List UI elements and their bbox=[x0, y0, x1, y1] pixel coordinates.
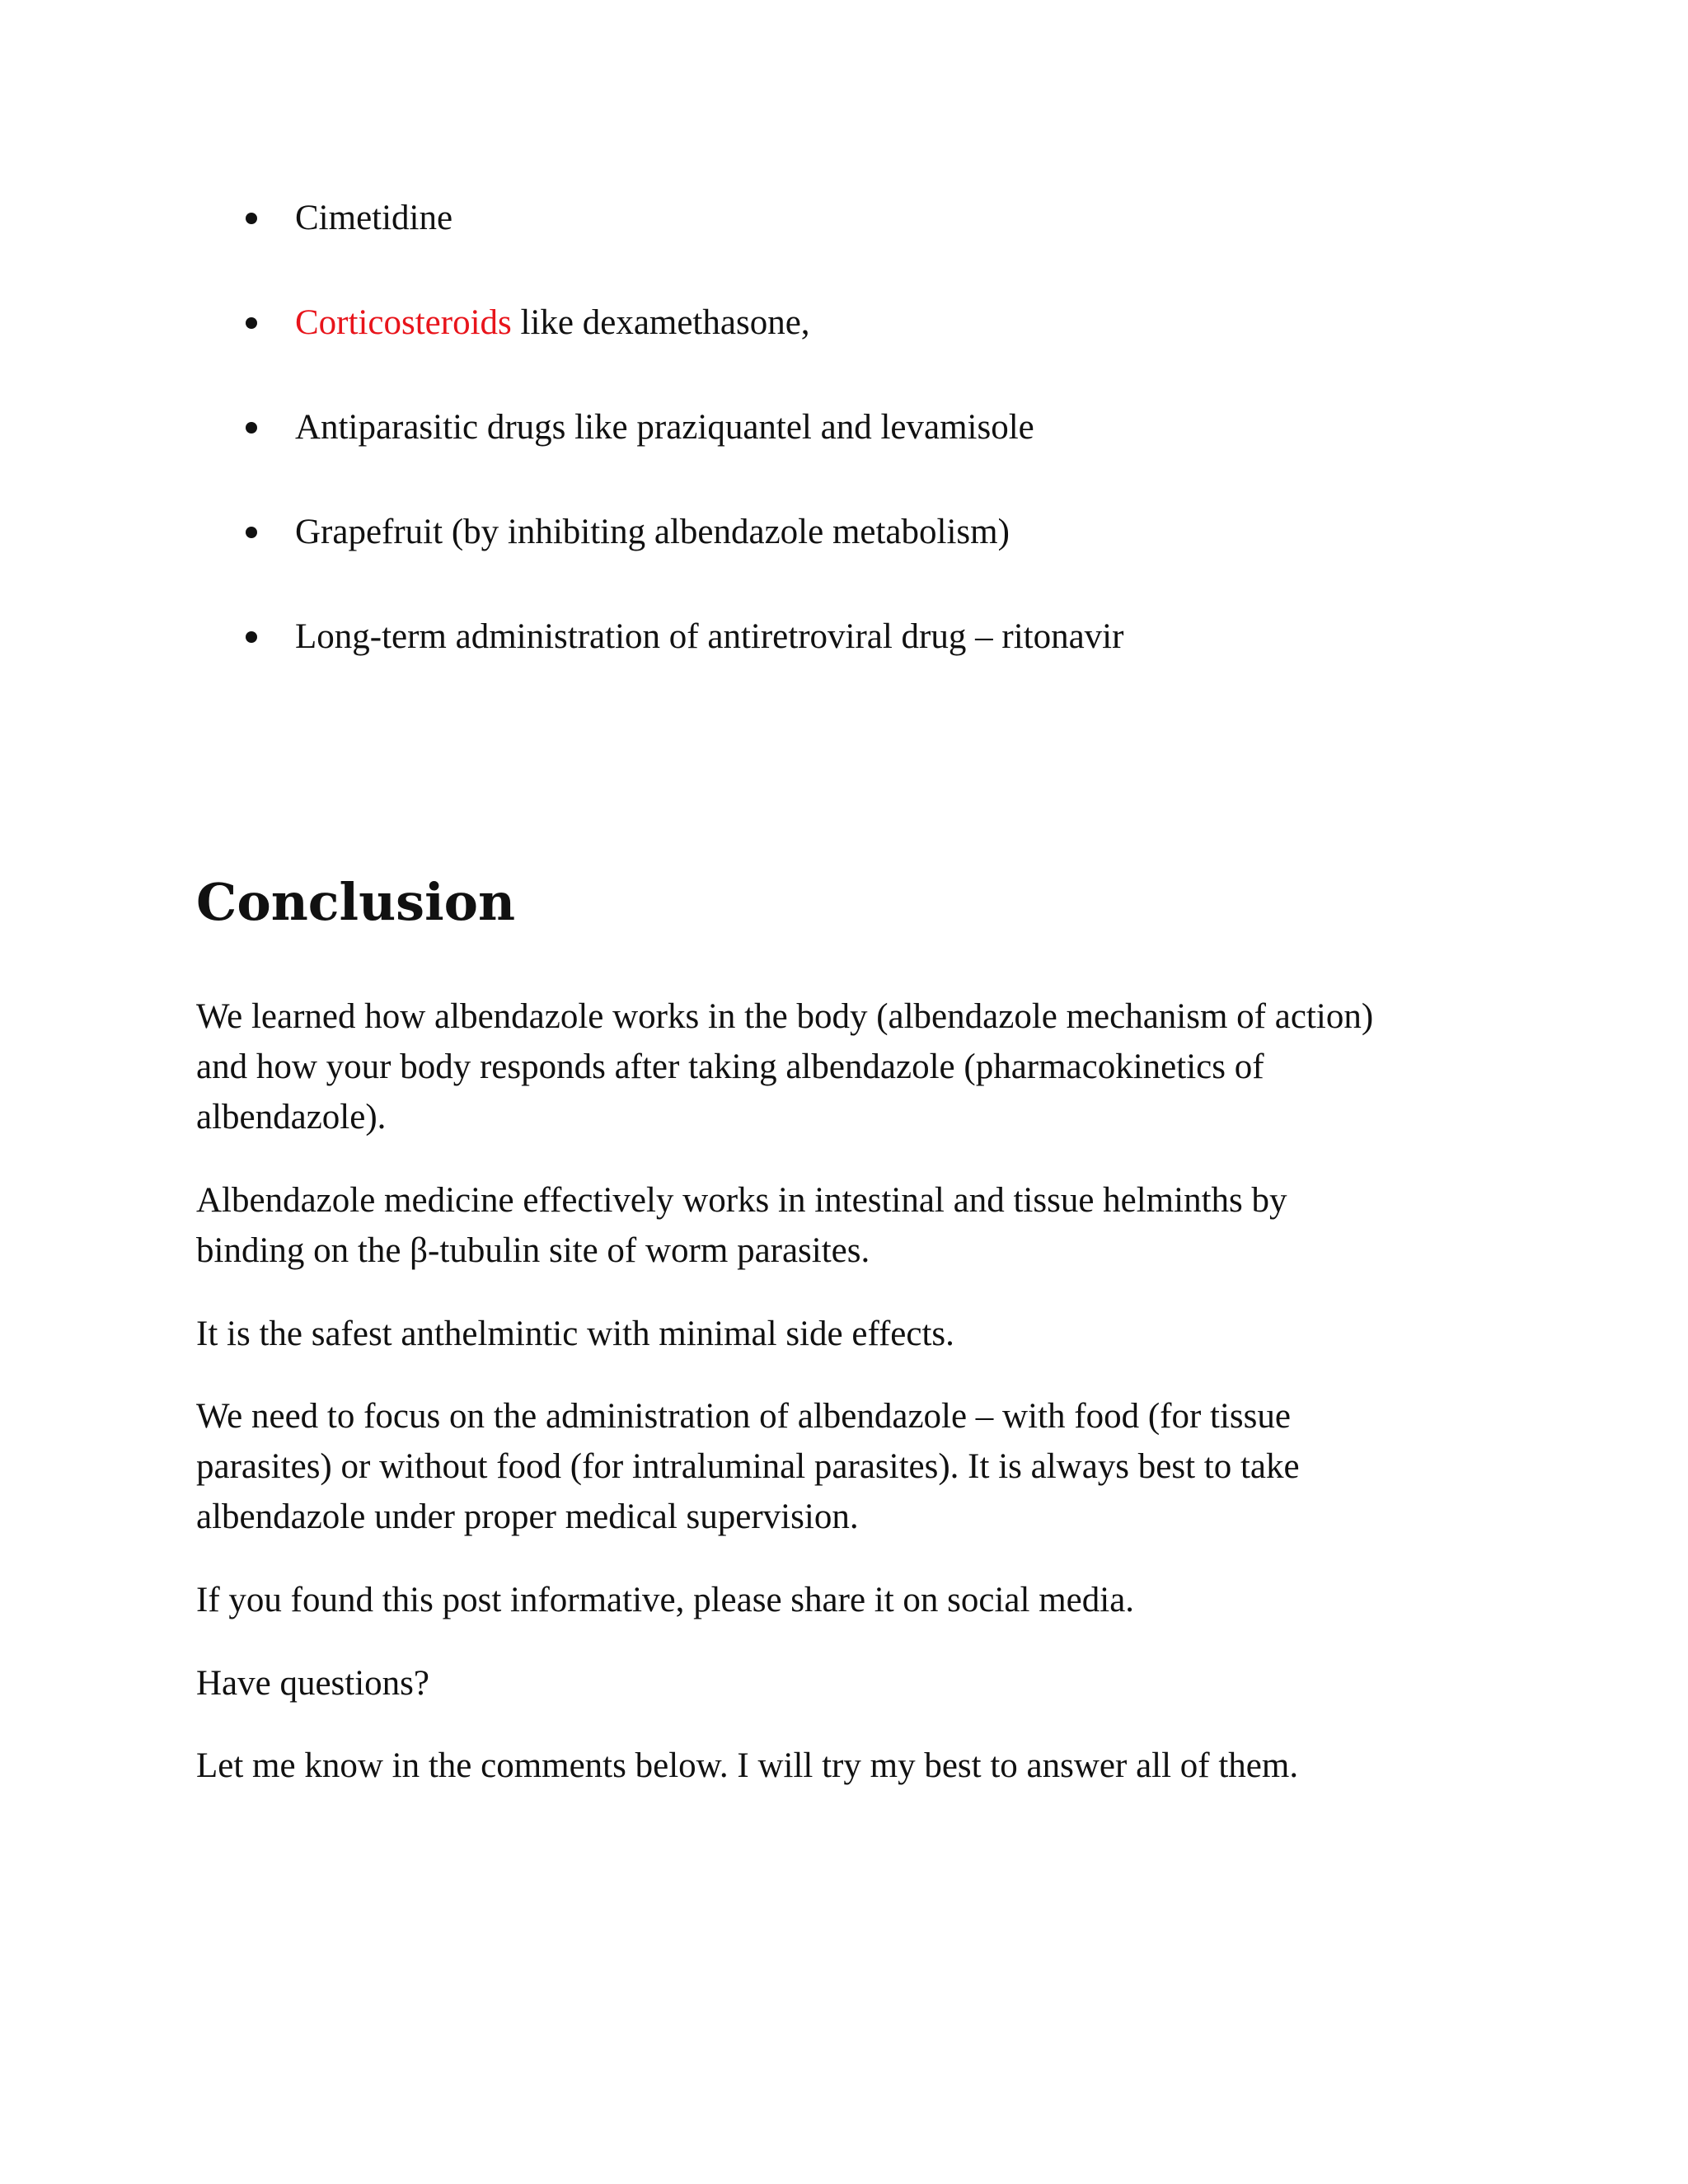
conclusion-paragraph-6: Have questions? bbox=[196, 1664, 430, 1703]
drug-interaction-list bbox=[246, 181, 1564, 705]
conclusion-paragraph-7: Let me know in the comments below. I will try my best to answer all of them. bbox=[196, 1746, 1299, 1785]
bullet-icon bbox=[246, 422, 257, 434]
list-item bbox=[246, 391, 1564, 495]
bullet-icon bbox=[246, 317, 257, 329]
list-item bbox=[246, 600, 1564, 705]
list-item bbox=[246, 286, 1564, 391]
list-item-text: Grapefruit (by inhibiting albendazole metabolism) bbox=[295, 513, 1010, 551]
list-item bbox=[246, 495, 1564, 600]
list-item-text: Long-term administration of antiretroviral drug – ritonavir bbox=[295, 617, 1124, 656]
conclusion-paragraph-3: It is the safest anthelmintic with minimal side effects. bbox=[196, 1315, 954, 1353]
list-item bbox=[246, 181, 1564, 286]
corticosteroids-link[interactable]: Corticosteroids bbox=[295, 303, 512, 342]
bullet-icon bbox=[246, 213, 257, 224]
conclusion-paragraph-1: We learned how albendazole works in the body (albendazole mechanism of action) and how your body responds after taking albendazole (pharmacokinetics of albendazole). bbox=[196, 997, 1374, 1137]
conclusion-paragraph-5: If you found this post informative, please share it on social media. bbox=[196, 1581, 1135, 1619]
list-item-text: Cimetidine bbox=[295, 199, 453, 237]
bullet-icon bbox=[246, 631, 257, 643]
bullet-icon bbox=[246, 527, 257, 538]
conclusion-paragraph-2: Albendazole medicine effectively works in intestinal and tissue helminths by binding on the β-tubulin site of worm parasites. bbox=[196, 1181, 1287, 1270]
list-item-text: Corticosteroids like dexamethasone, bbox=[295, 303, 810, 342]
conclusion-heading: Conclusion bbox=[196, 872, 516, 932]
conclusion-paragraph-4: We need to focus on the administration of albendazole – with food (for tissue parasites) or without food (for intraluminal parasites). It is always best to take albendazole under proper medical supervision. bbox=[196, 1397, 1300, 1536]
list-item-text: Antiparasitic drugs like praziquantel and levamisole bbox=[295, 408, 1034, 447]
